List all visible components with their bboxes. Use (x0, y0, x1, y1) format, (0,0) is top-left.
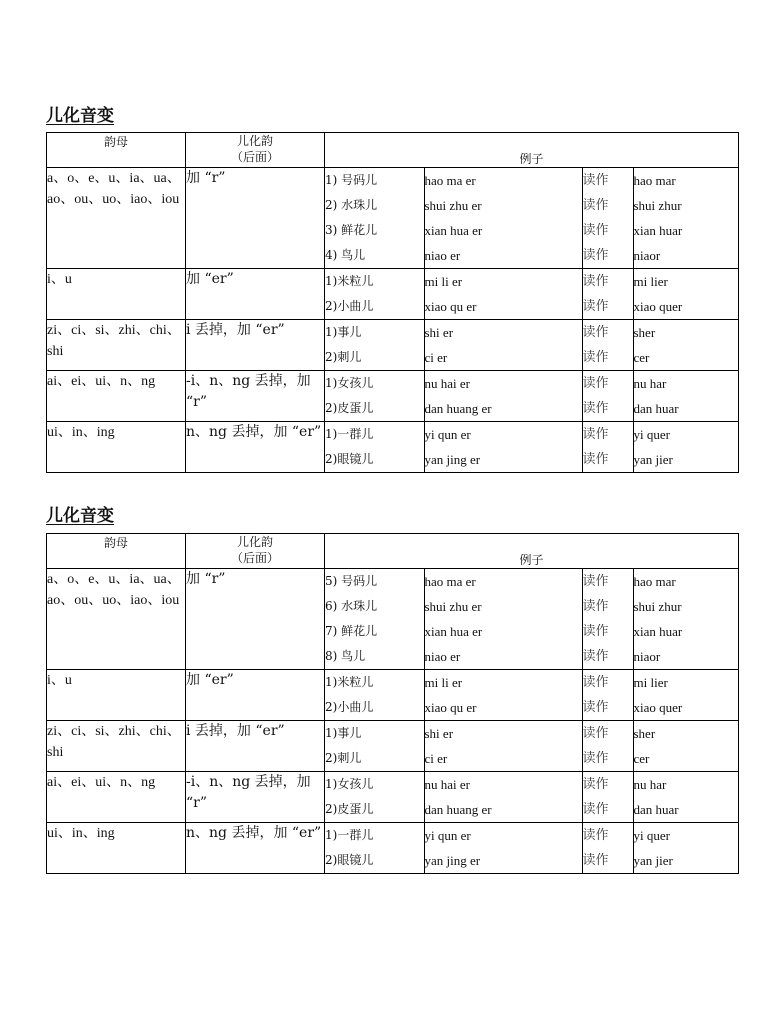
example-line (325, 569, 738, 594)
examples-cell (325, 371, 739, 422)
example-result: shui zhur (633, 599, 682, 614)
example-number: 4) 鸟儿 (325, 243, 424, 268)
example-read-as: 读作 (582, 243, 633, 268)
example-pinyin: hao ma er (424, 569, 582, 594)
examples-cell (325, 320, 739, 371)
example-result: nu har (633, 777, 667, 792)
header-rhyme-line1: 儿化韵 (236, 535, 273, 549)
example-pinyin: nu hai er (424, 772, 582, 797)
finals-cell: i、u (47, 670, 186, 721)
example-line (325, 168, 738, 193)
example-number: 2)皮蛋儿 (325, 396, 424, 421)
example-line (325, 670, 738, 695)
example-line (325, 345, 738, 370)
finals-cell: a、o、e、u、ia、ua、ao、ou、uo、iao、iou (47, 569, 186, 670)
example-number: 2)小曲儿 (325, 294, 424, 319)
example-number: 2) 水珠儿 (325, 193, 424, 218)
example-line (325, 243, 738, 268)
example-read-as: 读作 (582, 218, 633, 243)
finals-cell: a、o、e、u、ia、ua、ao、ou、uo、iao、iou (47, 168, 186, 269)
examples-cell (325, 168, 739, 269)
example-number: 1)事儿 (325, 320, 424, 345)
example-pinyin: dan huang er (424, 797, 582, 822)
examples-cell (325, 772, 739, 823)
example-read-as: 读作 (582, 269, 633, 294)
example-pinyin: yi qun er (424, 823, 582, 848)
example-number: 5) 号码儿 (325, 569, 424, 594)
example-result: niaor (633, 248, 661, 263)
example-result: xiao quer (633, 299, 683, 314)
example-pinyin: xian hua er (424, 619, 582, 644)
group-row (47, 269, 739, 320)
example-result: sher (633, 325, 656, 340)
finals-cell: ai、ei、ui、n、ng (47, 772, 186, 823)
rule-cell: n、ng 丢掉，加 “er” (186, 823, 325, 874)
example-result: cer (633, 350, 650, 365)
example-read-as: 读作 (582, 695, 633, 720)
example-number: 1)米粒儿 (325, 269, 424, 294)
example-pinyin: nu hai er (424, 371, 582, 396)
example-result: yi quer (633, 427, 670, 442)
finals-cell: ui、in、ing (47, 823, 186, 874)
example-result: xian huar (633, 624, 683, 639)
example-number: 1)女孩儿 (325, 371, 424, 396)
example-result: cer (633, 751, 650, 766)
example-read-as: 读作 (582, 594, 633, 619)
example-number: 1) 号码儿 (325, 168, 424, 193)
example-read-as: 读作 (582, 168, 633, 193)
example-read-as: 读作 (582, 396, 633, 421)
example-number: 2)眼镜儿 (325, 848, 424, 873)
example-read-as: 读作 (582, 345, 633, 370)
example-pinyin: xiao qu er (424, 294, 582, 319)
rule-cell: -i、n、ng 丢掉，加 “r” (186, 371, 325, 422)
example-pinyin: yan jing er (424, 447, 582, 472)
group-row (47, 371, 739, 422)
example-number: 8) 鸟儿 (325, 644, 424, 669)
rule-cell: n、ng 丢掉，加 “er” (186, 422, 325, 473)
header-finals: 韵母 (47, 133, 186, 168)
group-row (47, 168, 739, 269)
example-number: 6) 水珠儿 (325, 594, 424, 619)
example-line (325, 797, 738, 822)
example-number: 3) 鲜花儿 (325, 218, 424, 243)
header-erhua-rhyme (186, 534, 325, 569)
example-pinyin: niao er (424, 644, 582, 669)
example-read-as: 读作 (582, 797, 633, 822)
group-row (47, 422, 739, 473)
example-number: 2)小曲儿 (325, 695, 424, 720)
example-number: 2)皮蛋儿 (325, 797, 424, 822)
example-number: 1)米粒儿 (325, 670, 424, 695)
example-pinyin: shui zhu er (424, 193, 582, 218)
example-read-as: 读作 (582, 193, 633, 218)
example-read-as: 读作 (582, 619, 633, 644)
example-read-as: 读作 (582, 422, 633, 447)
rule-cell: 加 “er” (186, 670, 325, 721)
example-read-as: 读作 (582, 644, 633, 669)
example-pinyin: yi qun er (424, 422, 582, 447)
example-line (325, 371, 738, 396)
example-read-as: 读作 (582, 320, 633, 345)
example-result: yan jier (633, 452, 673, 467)
example-number: 1)事儿 (325, 721, 424, 746)
header-finals: 韵母 (47, 534, 186, 569)
header-row (47, 133, 739, 168)
example-read-as: 读作 (582, 371, 633, 396)
example-line (325, 644, 738, 669)
example-read-as: 读作 (582, 670, 633, 695)
header-rhyme-line1: 儿化韵 (236, 134, 273, 148)
example-number: 1)一群儿 (325, 823, 424, 848)
rule-cell: -i、n、ng 丢掉，加 “r” (186, 772, 325, 823)
example-result: yi quer (633, 828, 670, 843)
example-pinyin: shui zhu er (424, 594, 582, 619)
example-result: xian huar (633, 223, 683, 238)
rule-cell: i 丢掉，加 “er” (186, 320, 325, 371)
example-line (325, 320, 738, 345)
examples-cell (325, 569, 739, 670)
example-pinyin: shi er (424, 721, 582, 746)
example-read-as: 读作 (582, 848, 633, 873)
example-line (325, 746, 738, 771)
finals-cell: zi、ci、si、zhi、chi、shi (47, 320, 186, 371)
example-pinyin: dan huang er (424, 396, 582, 421)
example-result: dan huar (633, 401, 679, 416)
example-pinyin: mi li er (424, 269, 582, 294)
example-read-as: 读作 (582, 294, 633, 319)
example-line (325, 619, 738, 644)
finals-cell: ui、in、ing (47, 422, 186, 473)
group-row (47, 721, 739, 772)
example-line (325, 447, 738, 472)
erhua-table (46, 533, 739, 874)
example-number: 1)女孩儿 (325, 772, 424, 797)
examples-cell (325, 670, 739, 721)
example-line (325, 193, 738, 218)
example-pinyin: mi li er (424, 670, 582, 695)
header-examples: 例子 (325, 133, 739, 168)
header-row (47, 534, 739, 569)
example-result: niaor (633, 649, 661, 664)
example-result: mi lier (633, 675, 668, 690)
group-row (47, 772, 739, 823)
example-read-as: 读作 (582, 746, 633, 771)
example-result: mi lier (633, 274, 668, 289)
example-pinyin: niao er (424, 243, 582, 268)
example-read-as: 读作 (582, 772, 633, 797)
group-row (47, 670, 739, 721)
example-number: 1)一群儿 (325, 422, 424, 447)
group-row (47, 823, 739, 874)
rule-cell: 加 “r” (186, 569, 325, 670)
example-result: shui zhur (633, 198, 682, 213)
examples-cell (325, 422, 739, 473)
example-pinyin: xian hua er (424, 218, 582, 243)
finals-cell: zi、ci、si、zhi、chi、shi (47, 721, 186, 772)
example-number: 7) 鲜花儿 (325, 619, 424, 644)
example-pinyin: shi er (424, 320, 582, 345)
example-line (325, 823, 738, 848)
example-pinyin: yan jing er (424, 848, 582, 873)
group-row (47, 320, 739, 371)
examples-cell (325, 269, 739, 320)
example-line (325, 721, 738, 746)
example-read-as: 读作 (582, 721, 633, 746)
example-result: nu har (633, 376, 667, 391)
example-pinyin: ci er (424, 345, 582, 370)
finals-cell: ai、ei、ui、n、ng (47, 371, 186, 422)
example-read-as: 读作 (582, 823, 633, 848)
finals-cell: i、u (47, 269, 186, 320)
example-line (325, 294, 738, 319)
example-line (325, 848, 738, 873)
example-line (325, 396, 738, 421)
example-line (325, 218, 738, 243)
rule-cell: i 丢掉，加 “er” (186, 721, 325, 772)
example-number: 2)眼镜儿 (325, 447, 424, 472)
header-rhyme-line2: （后面） (230, 551, 279, 565)
header-erhua-rhyme (186, 133, 325, 168)
example-pinyin: xiao qu er (424, 695, 582, 720)
example-result: hao mar (633, 173, 676, 188)
example-pinyin: ci er (424, 746, 582, 771)
example-result: dan huar (633, 802, 679, 817)
rule-cell: 加 “r” (186, 168, 325, 269)
example-line (325, 269, 738, 294)
example-read-as: 读作 (582, 569, 633, 594)
example-line (325, 594, 738, 619)
example-number: 2)刺儿 (325, 345, 424, 370)
example-pinyin: hao ma er (424, 168, 582, 193)
section-title: 儿化音变 (46, 506, 114, 526)
header-examples: 例子 (325, 534, 739, 569)
example-result: sher (633, 726, 656, 741)
erhua-table (46, 132, 739, 473)
example-result: xiao quer (633, 700, 683, 715)
examples-cell (325, 823, 739, 874)
example-result: yan jier (633, 853, 673, 868)
example-line (325, 695, 738, 720)
group-row (47, 569, 739, 670)
header-rhyme-line2: （后面） (230, 150, 279, 164)
example-read-as: 读作 (582, 447, 633, 472)
rule-cell: 加 “er” (186, 269, 325, 320)
example-line (325, 772, 738, 797)
section-title: 儿化音变 (46, 106, 114, 126)
examples-cell (325, 721, 739, 772)
example-result: hao mar (633, 574, 676, 589)
example-line (325, 422, 738, 447)
example-number: 2)刺儿 (325, 746, 424, 771)
